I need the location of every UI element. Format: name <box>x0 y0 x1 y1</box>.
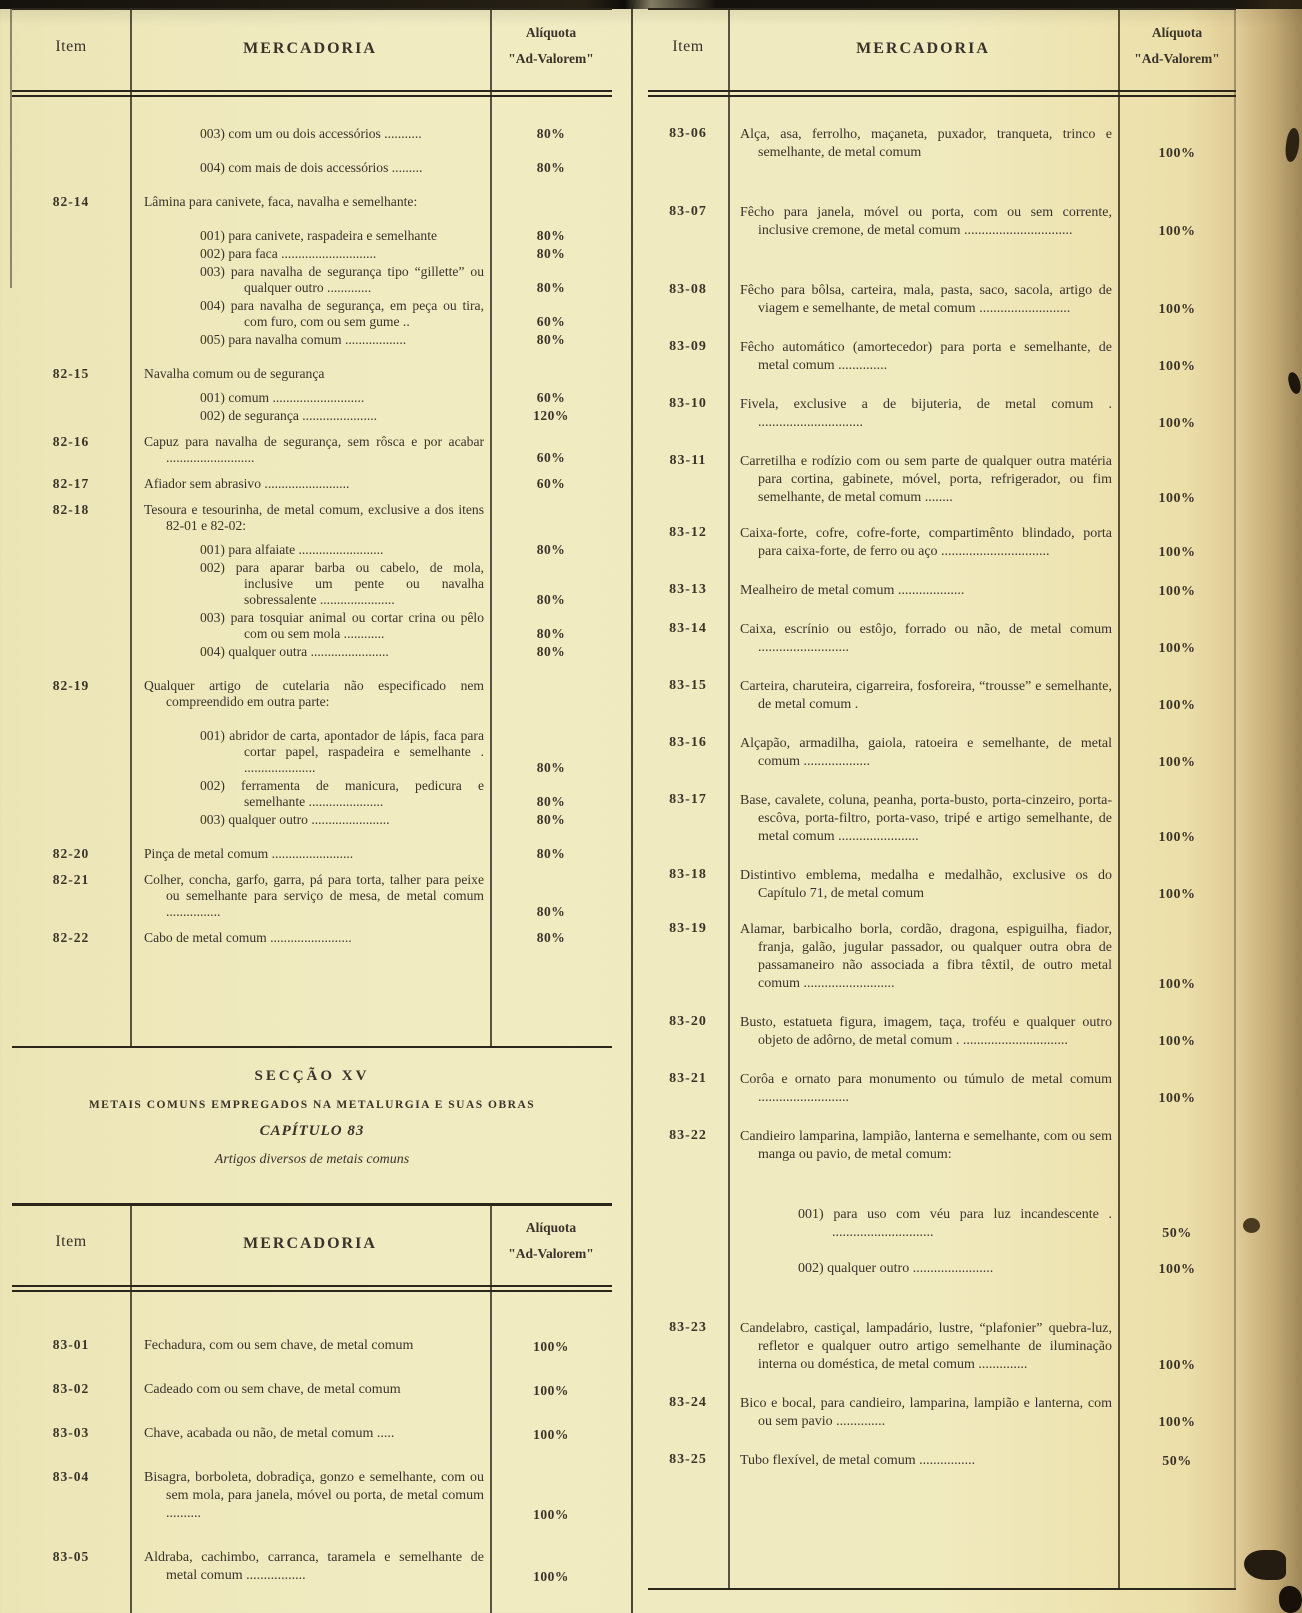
table-row <box>12 246 612 262</box>
row-description: Pinça de metal comum ........................ <box>144 846 354 861</box>
column-header-mercadoria: MERCADORIA <box>856 40 990 57</box>
torn-paper-mark <box>1287 371 1302 395</box>
table-row <box>12 390 612 406</box>
table-row <box>648 282 1236 318</box>
row-description: Chave, acabada ou não, de metal comum ..... <box>144 1426 395 1441</box>
row-rate: 100% <box>1158 641 1196 656</box>
row-description: Bisagra, borboleta, dobradiça, gonzo e semelhante, com ou sem mola, para janela, móvel ou porta, de metal comum .......... <box>144 1470 484 1521</box>
table-row <box>648 453 1236 507</box>
table-row <box>12 930 612 946</box>
item-number: 83-11 <box>669 453 707 468</box>
row-rate: 100% <box>533 1427 569 1442</box>
row-rate: 100% <box>1158 887 1196 902</box>
row-description: 001) para alfaiate ......................... <box>200 542 384 557</box>
row-description: Busto, estatueta figura, imagem, taça, troféu e qualquer outro objeto de adôrno, de metal comum . .............................. <box>740 1015 1112 1048</box>
table-row <box>12 560 612 608</box>
item-number: 83-02 <box>52 1381 90 1396</box>
row-description: Caixa, escrínio ou estôjo, forrado ou não, de metal comum .......................... <box>740 622 1112 655</box>
column-divider-rule <box>631 4 633 1613</box>
table-row <box>12 1549 612 1585</box>
row-rate: 100% <box>1158 1358 1196 1373</box>
row-rate: 80% <box>536 246 566 261</box>
row-rate: 120% <box>533 408 569 423</box>
table-row <box>648 735 1236 771</box>
row-rate: 100% <box>1158 1091 1196 1106</box>
table-row <box>648 621 1236 657</box>
row-description: 002) para aparar barba ou cabelo, de mola, inclusive um pente ou navalha sobressalente ...................... <box>200 560 484 607</box>
aliquota-line2: "Ad-Valorem" <box>1134 51 1220 66</box>
row-description: Distintivo emblema, medalha e medalhão, exclusive os do Capítulo 71, de metal comum <box>740 868 1112 901</box>
row-rate: 80% <box>536 228 566 243</box>
item-number: 82-22 <box>52 930 90 945</box>
item-number: 83-22 <box>669 1128 707 1143</box>
row-description: Fechadura, com ou sem chave, de metal comum <box>144 1338 414 1353</box>
table-row <box>12 194 612 210</box>
item-number: 83-18 <box>669 867 707 882</box>
row-rate: 80% <box>536 592 566 607</box>
header-rule <box>648 90 1236 92</box>
table-row <box>12 872 612 920</box>
table-row <box>648 204 1236 240</box>
row-description: 001) para canivete, raspadeira e semelhante <box>200 228 438 243</box>
item-number: 82-15 <box>52 366 90 381</box>
table-row <box>12 1469 612 1523</box>
row-description: Cadeado com ou sem chave, de metal comum <box>144 1382 401 1397</box>
table-body <box>12 1303 612 1585</box>
row-rate: 100% <box>1158 755 1196 770</box>
section-subtitle: METAIS COMUNS EMPREGADOS NA METALURGIA E SUAS OBRAS <box>88 1099 536 1111</box>
row-rate: 80% <box>536 542 566 557</box>
row-description: 002) qualquer outro ....................... <box>798 1261 994 1276</box>
column-header-item: Item <box>55 1233 87 1250</box>
row-rate: 80% <box>536 280 566 295</box>
table-row <box>12 1425 612 1443</box>
row-description: 002) ferramenta de manicura, pedicura e semelhante ...................... <box>200 778 484 809</box>
item-number: 83-25 <box>669 1452 707 1467</box>
row-description: Alamar, barbicalho borla, cordão, dragona, espiguilha, fiador, franja, galão, jugular passador, ou qualquer outra obra de passamaneiro não associada a fibra têxtil, de outro metal comum .......................... <box>740 922 1112 991</box>
column-header-aliquota <box>490 20 612 72</box>
row-rate: 100% <box>1158 977 1196 992</box>
row-rate: 60% <box>536 390 566 405</box>
row-description: Tubo flexível, de metal comum ................ <box>740 1453 976 1468</box>
table-row <box>648 1395 1236 1431</box>
item-number: 83-07 <box>669 204 707 219</box>
column-header-item: Item <box>672 38 704 55</box>
row-rate: 60% <box>536 476 566 491</box>
header-rule <box>12 90 612 92</box>
table-row <box>12 542 612 558</box>
table-row <box>12 126 612 142</box>
item-number: 83-09 <box>669 339 707 354</box>
table-row <box>648 525 1236 561</box>
item-number: 82-19 <box>52 678 90 693</box>
row-description: Carteira, charuteira, cigarreira, fosforeira, “trousse” e semelhante, de metal comum . <box>740 679 1112 712</box>
table-row <box>12 502 612 534</box>
row-rate: 60% <box>536 450 566 465</box>
table-row <box>12 264 612 296</box>
column-header-mercadoria: MERCADORIA <box>243 1235 377 1252</box>
table-row <box>648 582 1236 600</box>
table-row <box>12 434 612 466</box>
row-description: 003) para tosquiar animal ou cortar crina ou pêlo com ou sem mola ............ <box>200 610 484 641</box>
item-number: 82-21 <box>52 872 90 887</box>
table-row <box>648 1260 1236 1278</box>
row-rate: 100% <box>533 1507 569 1522</box>
item-number: 83-08 <box>669 282 707 297</box>
row-description: 003) para navalha de segurança tipo “gillette” ou qualquer outro ............. <box>200 264 484 295</box>
row-rate: 100% <box>1158 830 1196 845</box>
table-row <box>12 728 612 776</box>
row-rate: 50% <box>1162 1454 1192 1469</box>
section-title: SECÇÃO XV <box>254 1068 370 1084</box>
row-description: 001) para uso com véu para luz incandescente . ............................. <box>798 1207 1112 1240</box>
row-rate: 100% <box>1158 359 1196 374</box>
table-row <box>648 339 1236 375</box>
torn-paper-mark <box>1244 1550 1286 1580</box>
row-description: Base, cavalete, coluna, peanha, porta-busto, porta-cinzeiro, porta-escôva, porta-filtro, porta-vaso, tripé e artigo semelhante, de metal comum ....................... <box>740 793 1112 844</box>
row-rate: 100% <box>1158 1415 1196 1430</box>
item-number: 83-01 <box>52 1337 90 1352</box>
table-row <box>12 812 612 828</box>
row-rate: 100% <box>1158 698 1196 713</box>
aliquota-line2: "Ad-Valorem" <box>508 1246 594 1261</box>
row-description: Fêcho para janela, móvel ou porta, com ou sem corrente, inclusive cremone, de metal comum ............................... <box>740 205 1112 238</box>
row-description: Alça, asa, ferrolho, maçaneta, puxador, tranqueta, trinco e semelhante, de metal comum <box>740 127 1112 160</box>
row-rate: 80% <box>536 930 566 945</box>
table-row <box>12 778 612 810</box>
table-row <box>12 332 612 348</box>
row-rate: 60% <box>536 314 566 329</box>
table-row <box>12 610 612 642</box>
header-rule <box>648 95 1236 97</box>
tariff-table-chapter83-left <box>12 1203 612 1613</box>
page-edge-shadow <box>1238 0 1302 1613</box>
aliquota-line1: Alíquota <box>525 1220 577 1235</box>
row-description: Tesoura e tesourinha, de metal comum, exclusive a dos itens 82-01 e 82-02: <box>144 502 484 533</box>
row-rate: 100% <box>1158 584 1196 599</box>
column-header-mercadoria: MERCADORIA <box>243 40 377 57</box>
row-description: Qualquer artigo de cutelaria não especificado nem compreendido em outra parte: <box>144 678 484 709</box>
row-rate: 80% <box>536 760 566 775</box>
row-rate: 80% <box>536 794 566 809</box>
row-rate: 100% <box>1158 545 1196 560</box>
row-rate: 50% <box>1162 1226 1192 1241</box>
torn-paper-mark <box>1279 1586 1302 1613</box>
row-description: Caixa-forte, cofre, cofre-forte, compartimênto blindado, porta para caixa-forte, de ferro ou aço ............................... <box>740 526 1112 559</box>
item-number: 83-16 <box>669 735 707 750</box>
row-rate: 80% <box>536 846 566 861</box>
row-rate: 100% <box>1158 1262 1196 1277</box>
item-number: 82-20 <box>52 846 90 861</box>
row-description: Candelabro, castiçal, lampadário, lustre, “plafonier” quebra-luz, refletor e qualquer outro artigo semelhante de iluminação interna ou doméstica, de metal comum .............. <box>740 1321 1112 1372</box>
row-description: Navalha comum ou de segurança <box>144 366 325 381</box>
row-description: 003) qualquer outro ....................... <box>200 812 390 827</box>
item-number: 83-13 <box>669 582 707 597</box>
aliquota-line1: Alíquota <box>525 25 577 40</box>
header-rule <box>12 1290 612 1292</box>
table-row <box>648 1320 1236 1374</box>
table-top-border <box>12 8 612 10</box>
row-rate: 100% <box>533 1569 569 1584</box>
row-description: Capuz para navalha de segurança, sem rôsca e por acabar .......................... <box>144 434 484 465</box>
row-rate: 80% <box>536 160 566 175</box>
tariff-table-chapter83-right <box>648 8 1236 1590</box>
row-description: Afiador sem abrasivo ......................... <box>144 476 350 491</box>
row-description: Fêcho para bôlsa, carteira, mala, pasta, saco, sacola, artigo de viagem e semelhante, de metal comum .......................... <box>740 283 1112 316</box>
table-row <box>12 408 612 424</box>
header-rule <box>12 1285 612 1287</box>
row-rate: 80% <box>536 126 566 141</box>
row-rate: 80% <box>536 332 566 347</box>
table-row <box>648 1452 1236 1470</box>
item-number: 82-17 <box>52 476 90 491</box>
row-description: Fêcho automático (amortecedor) para porta e semelhante, de metal comum .............. <box>740 340 1112 373</box>
row-rate: 100% <box>533 1383 569 1398</box>
row-description: 005) para navalha comum .................. <box>200 332 407 347</box>
table-row <box>12 366 612 382</box>
item-number: 83-23 <box>669 1320 707 1335</box>
row-description: Mealheiro de metal comum ................... <box>740 583 965 598</box>
item-number: 82-16 <box>52 434 90 449</box>
item-number: 83-19 <box>669 921 707 936</box>
row-description: 004) para navalha de segurança, em peça ou tira, com furo, com ou sem gume .. <box>200 298 484 329</box>
table-row <box>648 1128 1236 1164</box>
table-row <box>12 160 612 176</box>
row-description: Carretilha e rodízio com ou sem parte de qualquer outra matéria para cortina, gabinete, móvel, porta, refrigerador, ou fim semelhante, de metal comum ........ <box>740 454 1112 505</box>
row-description: 004) qualquer outra ....................... <box>200 644 389 659</box>
row-rate: 80% <box>536 904 566 919</box>
column-header-aliquota <box>490 1215 612 1267</box>
chapter-description: Artigos diversos de metais comuns <box>214 1152 410 1167</box>
row-rate: 100% <box>1158 302 1196 317</box>
row-rate: 100% <box>1158 146 1196 161</box>
row-description: Corôa e ornato para monumento ou túmulo de metal comum .......................... <box>740 1072 1112 1105</box>
table-row <box>648 126 1236 162</box>
table-row <box>648 1014 1236 1050</box>
row-description: 004) com mais de dois accessórios ......... <box>200 160 423 175</box>
row-description: Fivela, exclusive a de bijuteria, de metal comum . .............................. <box>740 397 1112 430</box>
item-number: 83-24 <box>669 1395 707 1410</box>
row-rate: 100% <box>1158 491 1196 506</box>
row-description: Lâmina para canivete, faca, navalha e semelhante: <box>144 194 418 209</box>
row-description: Aldraba, cachimbo, carranca, taramela e semelhante de metal comum ................. <box>144 1550 484 1583</box>
table-row <box>648 921 1236 993</box>
row-description: 001) comum ........................... <box>200 390 365 405</box>
table-row <box>648 396 1236 432</box>
aliquota-line1: Alíquota <box>1151 25 1203 40</box>
table-row <box>12 846 612 862</box>
table-row <box>12 228 612 244</box>
item-number: 83-06 <box>669 126 707 141</box>
table-top-border <box>648 8 1236 10</box>
row-rate: 80% <box>536 644 566 659</box>
header-rule <box>12 95 612 97</box>
item-number: 83-15 <box>669 678 707 693</box>
table-body <box>648 108 1236 1470</box>
row-description: Alçapão, armadilha, gaiola, ratoeira e semelhante, de metal comum ................... <box>740 736 1112 769</box>
item-number: 82-14 <box>52 194 90 209</box>
table-row <box>12 678 612 710</box>
row-description: 003) com um ou dois accessórios ........... <box>200 126 422 141</box>
table-row <box>12 298 612 330</box>
row-description: Candieiro lamparina, lampião, lanterna e semelhante, com ou sem manga ou pavio, de metal comum: <box>740 1129 1112 1162</box>
column-header-aliquota <box>1118 20 1236 72</box>
table-row <box>12 644 612 660</box>
table-top-border <box>12 1203 612 1206</box>
section-heading-block <box>12 1048 612 1203</box>
table-body <box>12 108 612 946</box>
item-number: 83-10 <box>669 396 707 411</box>
row-rate: 100% <box>1158 416 1196 431</box>
row-description: Bico e bocal, para candieiro, lamparina, lampião e lanterna, com ou sem pavio .............. <box>740 1396 1112 1429</box>
chapter-title: CAPÍTULO 83 <box>259 1123 365 1139</box>
row-description: Colher, concha, garfo, garra, pá para torta, talher para peixe ou semelhante para serviço de mesa, de metal comum ................ <box>144 872 484 919</box>
item-number: 83-17 <box>669 792 707 807</box>
table-row <box>12 1381 612 1399</box>
table-row <box>648 1206 1236 1242</box>
column-header-item: Item <box>55 38 87 55</box>
table-row <box>12 1337 612 1355</box>
row-description: 002) de segurança ...................... <box>200 408 378 423</box>
item-number: 83-03 <box>52 1425 90 1440</box>
row-rate: 80% <box>536 812 566 827</box>
item-number: 83-21 <box>669 1071 707 1086</box>
row-rate: 80% <box>536 626 566 641</box>
table-row <box>648 867 1236 903</box>
item-number: 82-18 <box>52 502 90 517</box>
item-number: 83-14 <box>669 621 707 636</box>
item-number: 83-05 <box>52 1549 90 1564</box>
table-row <box>12 476 612 492</box>
torn-paper-mark <box>1243 1218 1260 1233</box>
row-rate: 100% <box>1158 1034 1196 1049</box>
item-number: 83-20 <box>669 1014 707 1029</box>
row-rate: 100% <box>1158 224 1196 239</box>
item-number: 83-12 <box>669 525 707 540</box>
row-description: 001) abridor de carta, apontador de lápis, faca para cortar papel, raspadeira e semelhante . ..................... <box>200 728 484 775</box>
table-row <box>648 1071 1236 1107</box>
tariff-table-chapter82 <box>12 8 612 1048</box>
table-row <box>648 678 1236 714</box>
row-description: 002) para faca ............................ <box>200 246 377 261</box>
aliquota-line2: "Ad-Valorem" <box>508 51 594 66</box>
item-number: 83-04 <box>52 1469 90 1484</box>
row-description: Cabo de metal comum ........................ <box>144 930 352 945</box>
table-bottom-border <box>648 1588 1236 1590</box>
torn-paper-mark <box>1284 127 1302 162</box>
table-row <box>648 792 1236 846</box>
row-rate: 100% <box>533 1339 569 1354</box>
